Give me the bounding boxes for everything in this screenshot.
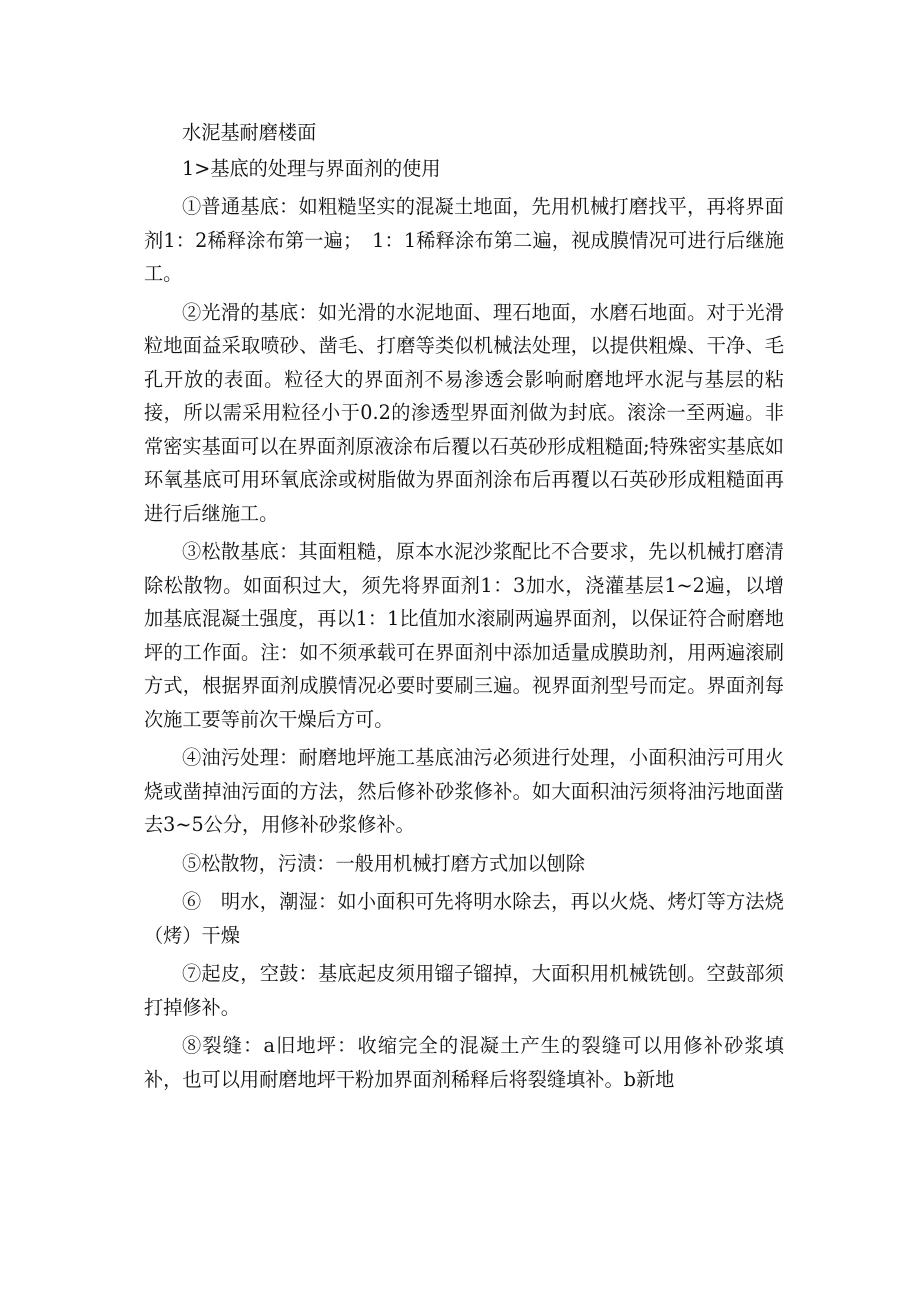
- document-title: 水泥基耐磨楼面: [182, 121, 317, 144]
- paragraph-oil-stain: ④油污处理：耐磨地坪施工基底油污必须进行处理，小面积油污可用火烧或凿掉油污面的方法，然后修补砂浆修补。如大面积油污须将油污地面凿去3~5公分，用修补砂浆修补。: [144, 746, 784, 836]
- paragraph-loose-debris: ⑤松散物，污渍：一般用机械打磨方式加以刨除: [182, 851, 585, 875]
- paragraph-cracks: ⑧裂缝：a旧地坪：收缩完全的混凝土产生的裂缝可以用修补砂浆填补，也可以用耐磨地坪干粉加界面剂稀释后将裂缝填补。b新地: [144, 1034, 784, 1091]
- section-heading: 1>基底的处理与界面剂的使用: [182, 156, 441, 180]
- paragraph-peeling-hollow: ⑦起皮，空鼓：基底起皮须用镏子镏掉，大面积用机械铣刨。空鼓部须打掉修补。: [144, 962, 784, 1019]
- document-body: [144, 116, 784, 1101]
- paragraph-smooth-base: ②光滑的基底：如光滑的水泥地面、理石地面，水磨石地面。对于光滑粒地面益采取喷砂、凿毛、打磨等类似机械法处理，以提供粗燥、干净、毛孔开放的表面。粒径大的界面剂不易渗透会影响耐磨地坪水泥与基层的粘接，所以需采用粒径小于0.2的渗透型界面剂做为封底。滚涂一至两遍。非常密实基面可以在界面剂原液涂布后覆以石英砂形成粗糙面;特殊密实基底如环氧基底可用环氧底涂或树脂做为界面剂涂布后再覆以石英砂形成粗糙面再进行后继施工。: [144, 300, 784, 525]
- paragraph-loose-base: ③松散基底：其面粗糙，原本水泥沙浆配比不合要求，先以机械打磨清除松散物。如面积过大，须先将界面剂1：3加水，浇灌基层1~2遍，以增加基底混凝土强度，再以1：1比值加水滚刷两遍界面剂，以保证符合耐磨地坪的工作面。注：如不须承载可在界面剂中添加适量成膜助剂，用两遍滚刷方式，根据界面剂成膜情况必要时要刷三遍。视界面剂型号而定。界面剂每次施工要等前次干燥后方可。: [144, 540, 784, 731]
- paragraph-normal-base: ①普通基底：如粗糙坚实的混凝土地面，先用机械打磨找平，再将界面剂1：2稀释涂布第一遍； 1：1稀释涂布第二遍，视成膜情况可进行后继施工。: [144, 195, 784, 285]
- paragraph-water-damp: ⑥ 明水，潮湿：如小面积可先将明水除去，再以火烧、烤灯等方法烧（烤）干燥: [144, 890, 784, 947]
